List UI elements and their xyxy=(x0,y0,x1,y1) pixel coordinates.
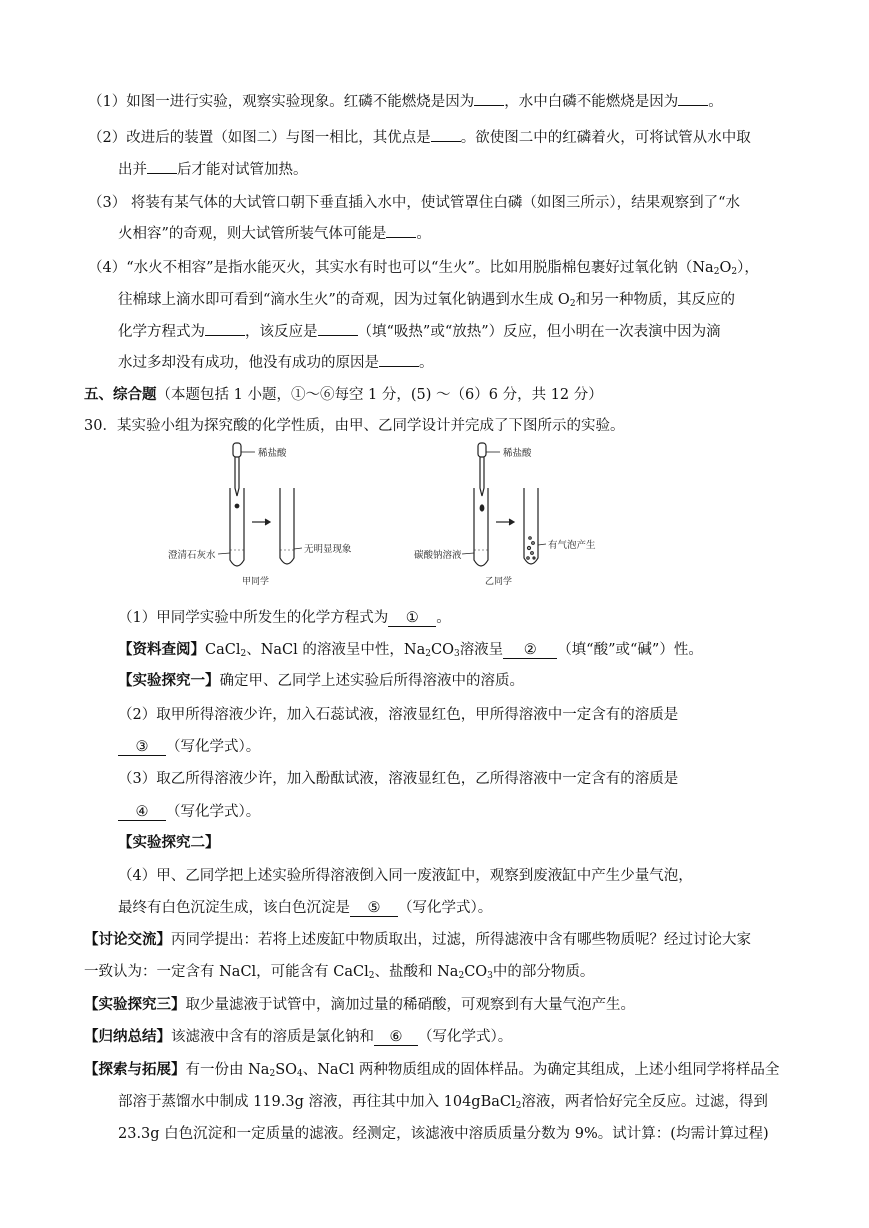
dropper-tube-icon xyxy=(235,457,239,496)
question-30-part-1: （1）甲同学实验中所发生的化学方程式为 ① 。 xyxy=(118,610,451,626)
answer-blank[interactable] xyxy=(474,105,504,106)
extension-line3: 23.3g 白色沉淀和一定质量的滤液。经测定，该滤液中溶质质量分数为 9%。试计算：(均需计算过程) xyxy=(118,1126,769,1142)
question-29-part-3: （3） 将装有某气体的大试管口朝下垂直插入水中，使试管罩住白磷（如图三所示），结果观察到了“水 xyxy=(88,195,740,211)
right-liquid-label: 碳酸钠溶液 xyxy=(414,550,462,561)
question-29-part-3-cont: 火相容”的奇观，则大试管所装气体可能是 。 xyxy=(118,226,431,242)
experiment-3: 【实验探究三】取少量滤液于试管中，滴加过量的稀硝酸，可观察到有大量气泡产生。 xyxy=(84,996,635,1013)
left-result-label: 无明显现象 xyxy=(304,544,352,555)
extension-line2: 部溶于蒸馏水中制成 119.3g 溶液，再往其中加入 104gBaCl$_2$溶液，两者恰好完全反应。过滤，得到 xyxy=(118,1094,768,1111)
answer-blank[interactable] xyxy=(205,335,245,336)
question-29-part-4: （4）“水火不相容”是指水能灭火，其实水有时也可以“生火”。比如用脱脂棉包裹好过氧化钠$(Na_2O_2)$， xyxy=(88,260,759,277)
question-29-part-2: （2）改进后的装置（如图二）与图一相比，其优点是 。欲使图二中的红磷着火，可将试管从水中取 xyxy=(88,130,751,146)
answer-blank[interactable] xyxy=(379,366,419,367)
answer-blank-6[interactable]: ⑥ xyxy=(374,1029,418,1046)
question-30-part-3-cont: ④ （写化学式）。 xyxy=(118,802,260,822)
question-30-part-2: （2）取甲所得溶液少许，加入石蕊试液，溶液显红色，甲所得溶液中一定含有的溶质是 xyxy=(118,707,679,723)
dropper-bulb-icon xyxy=(478,443,486,457)
left-setup xyxy=(218,443,302,566)
right-student-label: 乙同学 xyxy=(485,577,513,587)
discussion-cont: 一致认为：一定含有 NaCl，可能含有 CaCl$_2$、盐酸和 $Na_2CO_3$中的部分物质。 xyxy=(84,964,595,981)
dropper-tube-icon xyxy=(480,457,484,496)
answer-blank[interactable] xyxy=(147,173,177,174)
answer-blank[interactable] xyxy=(678,105,708,106)
question-30-stem: 30．某实验小组为探究酸的化学性质，由甲、乙同学设计并完成了下图所示的实验。 xyxy=(84,418,625,434)
right-setup xyxy=(462,443,546,566)
left-student-label: 甲同学 xyxy=(242,577,270,587)
question-29-part-4-line3: 化学方程式为 ，该反应是 （填“吸热”或“放热”）反应，但小明在一次表演中因为滴 xyxy=(118,324,721,340)
dropper-bulb-icon xyxy=(233,443,241,457)
question-29-part-4-line2: 往棉球上滴水即可看到“滴水生火”的奇观，因为过氧化钠遇到水生成 $O_2$和另一种物质，其反应的 xyxy=(118,292,736,309)
answer-blank[interactable] xyxy=(318,335,358,336)
answer-blank-4[interactable]: ④ xyxy=(118,804,166,821)
section-5-heading: 五、综合题（本题包括 1 小题，①～⑥每空 1 分，(5) ～（6）6 分，共 12 分） xyxy=(84,386,603,403)
test-tube-2-icon xyxy=(280,488,294,564)
question-30-part-3: （3）取乙所得溶液少许，加入酚酞试液，溶液显红色，乙所得溶液中一定含有的溶质是 xyxy=(118,771,679,787)
answer-blank-5[interactable]: ⑤ xyxy=(350,900,398,917)
answer-blank[interactable] xyxy=(386,237,416,238)
question-29-part-2-cont: 出并 后才能对试管加热。 xyxy=(118,162,308,178)
discussion: 【讨论交流】丙同学提出：若将上述废缸中物质取出，过滤，所得滤液中含有哪些物质呢？经过讨论大家 xyxy=(84,931,751,948)
summary: 【归纳总结】该滤液中含有的溶质是氯化钠和 ⑥ （写化学式）。 xyxy=(84,1028,513,1045)
answer-blank[interactable] xyxy=(431,141,461,142)
experiment-figure xyxy=(160,440,640,590)
question-29-part-1: （1）如图一进行实验，观察实验现象。红磷不能燃烧是因为 ，水中白磷不能燃烧是因为 。 xyxy=(88,94,723,110)
left-reagent-label: 稀盐酸 xyxy=(258,448,287,459)
answer-blank-1[interactable]: ① xyxy=(388,610,436,627)
experiment-2: 【实验探究二】 xyxy=(118,834,220,851)
question-29-part-4-line4: 水过多却没有成功，他没有成功的原因是 。 xyxy=(118,355,434,371)
left-liquid-label: 澄清石灰水 xyxy=(168,550,216,561)
question-30-part-2-cont: ③ （写化学式）。 xyxy=(118,737,260,757)
right-reagent-label: 稀盐酸 xyxy=(503,448,532,459)
test-tube-1-icon xyxy=(230,488,244,566)
answer-blank-3[interactable]: ③ xyxy=(118,739,166,756)
test-tube-3-icon xyxy=(474,488,488,566)
question-30-part-4-cont: 最终有白色沉淀生成，该白色沉淀是 ⑤ （写化学式）。 xyxy=(118,900,493,916)
experiment-1: 【实验探究一】确定甲、乙同学上述实验后所得溶液中的溶质。 xyxy=(118,672,524,689)
answer-blank-2[interactable]: ② xyxy=(503,642,557,659)
extension: 【探索与拓展】有一份由 $Na_2SO_4$、NaCl 两种物质组成的固体样品。为确定其组成，上述小组同学将样品全 xyxy=(84,1061,780,1079)
right-result-label: 有气泡产生 xyxy=(548,540,596,551)
info-lookup: 【资料查阅】CaCl$_2$、NaCl 的溶液呈中性，$Na_2CO_3$溶液呈 ② （填“酸”或“碱”）性。 xyxy=(118,641,703,659)
question-30-part-4: （4）甲、乙同学把上述实验所得溶液倒入同一废液缸中，观察到废液缸中产生少量气泡， xyxy=(118,868,693,884)
